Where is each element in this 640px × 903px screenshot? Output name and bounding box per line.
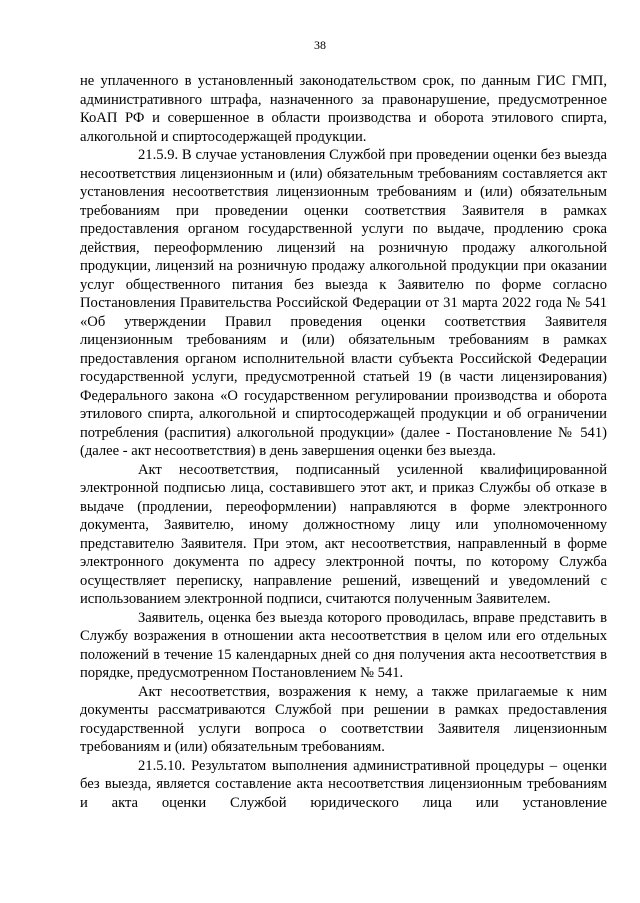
paragraph-act-of-nonconformity: Акт несоответствия, подписанный усиленной квалифицированной электронной подписью лица, составившего этот акт, и приказ Службы об отказе в выдаче (продлении, переоформлении) направляются в форме электронного документа, Заявителю, иному должностному лицу или уполномоченному представителю Заявителя. При этом, акт несоответствия, направленный в форме электронного документа по адресу электронной почты, по которому Служба осуществляет переписку, направление решений, извещений и уведомлений с использованием электронной подписи, считаются полученным Заявителем.	[80, 461, 607, 607]
paragraph-applicant-objections: Заявитель, оценка без выезда которого проводилась, вправе представить в Службу возражения в отношении акта несоответствия в целом или его отдельных положений в течение 15 календарных дней со дня получения акта несоответствия в порядке, предусмотренном Постановлением № 541.	[80, 609, 607, 681]
paragraph-continuation: не уплаченного в установленный законодательством срок, по данным ГИС ГМП, административного штрафа, назначенного за правонарушение, предусмотренное КоАП РФ и совершенное в области производства и оборота этилового спирта, алкогольной и спиртосодержащей продукции.	[80, 73, 607, 145]
page-number: 38	[314, 38, 326, 52]
paragraph-21-5-10: 21.5.10. Результатом выполнения административной процедуры – оценки без выезда, является составление акта несоответствия лицензионным требованиям и акта оценки Службой юридического лица или установление	[80, 757, 607, 811]
paragraph-act-review: Акт несоответствия, возражения к нему, а также прилагаемые к ним документы рассматриваются Службой при решении в рамках предоставления государственной услуги вопроса о соответствии Заявителя лицензионным требованиям и (или) обязательным требованиям.	[80, 683, 607, 755]
paragraph-21-5-9: 21.5.9. В случае установления Службой при проведении оценки без выезда несоответствия лицензионным и (или) обязательным требованиям составляется акт установления несоответствия лицензионным требованиям и (или) обязательным требованиям при проведении оценки соответствия Заявителя в рамках предоставления органом государственной услуги по выдаче, продлению срока действия, переоформлению лицензий на розничную продажу алкогольной продукции, лицензий на розничную продажу алкогольной продукции при оказании услуг общественного питания без выезда к Заявителю по форме согласно Постановления Правительства Российской Федерации от 31 марта 2022 года № 541 «Об утверждении Правил проведения оценки соответствия Заявителя лицензионным требованиям и (или) обязательным требованиям в рамках предоставления органом исполнительной власти субъекта Российской Федерации государственной услуги, предусмотренной статьей 19 (в части лицензирования) Федерального закона «О государственном регулировании производства и оборота этилового спирта, алкогольной и спиртосодержащей продукции и об ограничении потребления (распития) алкогольной продукции» (далее - Постановление № 541) (далее - акт несоответствия) в день завершения оценки без выезда.	[80, 147, 607, 459]
document-body	[80, 72, 607, 812]
